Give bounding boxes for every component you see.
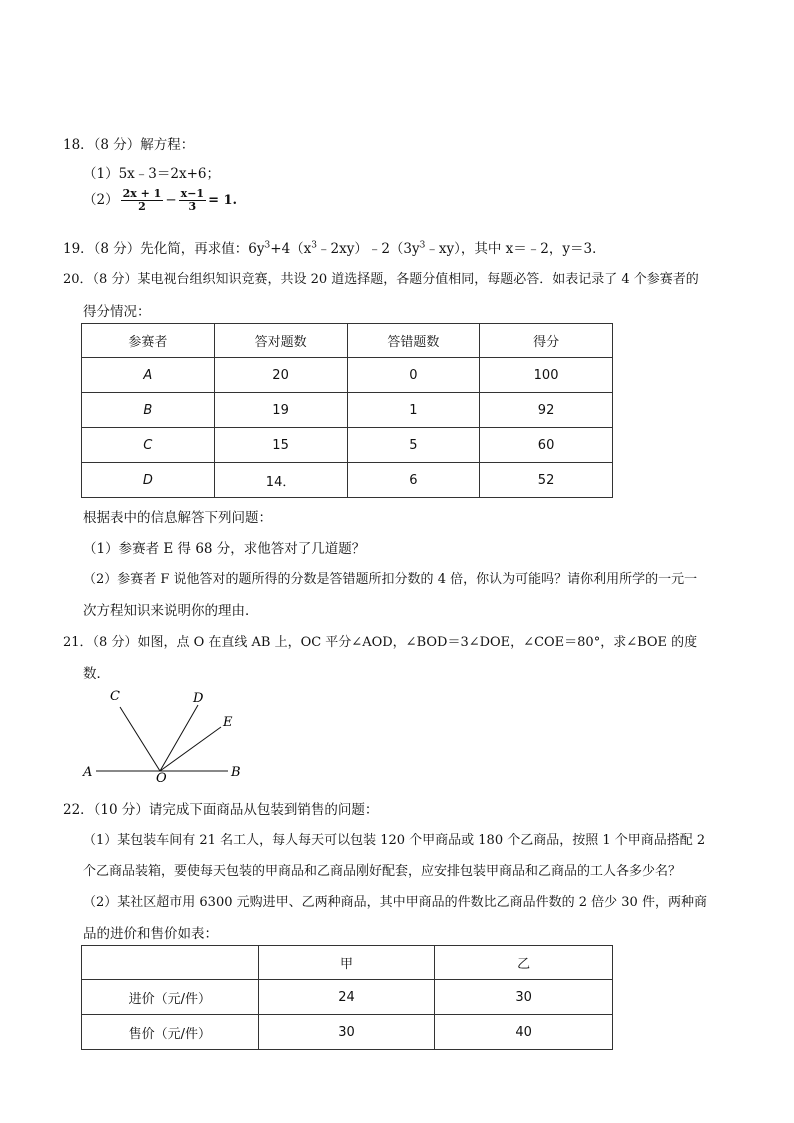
table-cell: 52: [480, 463, 613, 498]
q18-heading: 18．（8 分）解方程：: [63, 137, 195, 153]
q22-price-table: [81, 945, 613, 1050]
table-header-cell: 答错题数: [347, 324, 480, 358]
q19-exp-2: 3: [311, 240, 318, 251]
table-cell: 15: [214, 428, 347, 463]
table-row: [82, 980, 613, 1015]
table-cell: 14．: [214, 463, 347, 498]
q18-part1: （1）5x﹣3＝2x+6；: [83, 166, 220, 182]
table-cell: 100: [480, 358, 613, 393]
table-row: [82, 393, 613, 428]
q21-line-2: 数．: [83, 666, 110, 682]
table-header-cell: 乙: [435, 946, 613, 980]
table-cell: 20: [214, 358, 347, 393]
q20-sub-2-cont: 次方程知识来说明你的理由．: [83, 603, 259, 619]
table-header-cell: 甲: [258, 946, 435, 980]
table-header-cell: [82, 946, 259, 980]
table-cell: 1: [347, 393, 480, 428]
table-cell: 5: [347, 428, 480, 463]
table-header-row: [82, 946, 613, 980]
table-cell: 24: [258, 980, 435, 1015]
q19-seg-g: ﹣xy），其中 x＝﹣2，y＝3．: [425, 241, 606, 257]
q18-fraction-1-numerator: 2x + 1: [122, 187, 162, 200]
q19-exp-3: 3: [419, 240, 426, 251]
q22-sub-1b: 个乙商品装箱，要使每天包装的甲商品和乙商品刚好配套，应安排包装甲商品和乙商品的工人各多少名？: [83, 864, 682, 879]
label-a: A: [83, 765, 93, 780]
label-b: B: [231, 765, 241, 780]
q18-fraction-2-numerator: x−1: [180, 187, 205, 200]
q19-exp-1: 3: [264, 240, 271, 251]
q19-seg-e: ﹣2xy）﹣2（3y: [317, 241, 420, 257]
ray-oc: [120, 707, 160, 771]
table-row: [82, 358, 613, 393]
table-cell: 60: [480, 428, 613, 463]
q21-angle-figure: [78, 682, 253, 787]
table-header-cell: 参赛者: [82, 324, 215, 358]
q18-part2-suffix: = 1.: [208, 193, 238, 208]
table-row: [82, 428, 613, 463]
table-cell: 售价（元/件）: [82, 1015, 259, 1050]
table-header-cell: 得分: [480, 324, 613, 358]
q22-sub-2a: （2）某社区超市用 6300 元购进甲、乙两种商品，其中甲商品的件数比乙商品件数的 2 倍少 30 件，两种商: [83, 895, 707, 910]
table-header-row: [82, 324, 613, 358]
table-cell: C: [82, 428, 215, 463]
table-cell: 92: [480, 393, 613, 428]
q22-sub-1a: （1）某包装车间有 21 名工人，每人每天可以包装 120 个甲商品或 180 个乙商品，按照 1 个甲商品搭配 2: [83, 833, 706, 848]
q20-sub-2: （2）参赛者 F 说他答对的题所得的分数是答错题所扣分数的 4 倍，你认为可能吗？请你利用所学的一元一: [83, 572, 698, 587]
table-cell: 0: [347, 358, 480, 393]
q18-fraction-1-denominator: 2: [138, 200, 146, 213]
q21-line-1: 21．（8 分）如图，点 O 在直线 AB 上，OC 平分∠AOD，∠BOD＝3∠DOE，∠COE＝80°，求∠BOE 的度: [63, 635, 698, 650]
table-cell: 30: [435, 980, 613, 1015]
table-header-cell: 答对题数: [214, 324, 347, 358]
q18-part2: （2） $\frac{2x + 1}{2}$ − $\frac{x-1}{3}$ = 1.: [83, 187, 238, 213]
ray-oe: [160, 727, 221, 771]
table-row: [82, 1015, 613, 1050]
q20-sub-1: （1）参赛者 E 得 68 分，求他答对了几道题？: [83, 541, 366, 557]
table-cell: A: [82, 358, 215, 393]
q22-heading: 22．（10 分）请完成下面商品从包装到销售的问题：: [63, 802, 379, 818]
q18-fraction-1: [121, 188, 164, 213]
q18-fraction-2-denominator: 3: [188, 200, 197, 213]
table-row: [82, 463, 613, 498]
q20-score-table: [81, 323, 613, 498]
q18-part2-prefix: （2）: [83, 192, 119, 208]
q20-line-1: 20．（8 分）某电视台组织知识竞赛，共设 20 道选择题，各题分值相同，每题必答．如表记录了 4 个参赛者的: [63, 272, 699, 287]
q19-text: [63, 237, 606, 257]
label-e: E: [223, 715, 233, 730]
label-d: D: [193, 691, 204, 706]
q22-sub-2b: 品的进价和售价如表：: [83, 926, 218, 942]
q20-line-2: 得分情况：: [83, 304, 151, 320]
label-o: O: [156, 771, 167, 786]
table-cell: 6: [347, 463, 480, 498]
q19-seg-a: 19．（8 分）先化简，再求值：6y: [63, 241, 265, 257]
ray-od: [160, 705, 198, 771]
q18-fraction-2: [179, 188, 206, 213]
q20-after-table: 根据表中的信息解答下列问题：: [83, 510, 272, 526]
table-cell: 进价（元/件）: [82, 980, 259, 1015]
table-cell: 40: [435, 1015, 613, 1050]
q19-seg-c: +4（x: [270, 241, 312, 257]
label-c: C: [110, 689, 120, 704]
table-cell: 19: [214, 393, 347, 428]
table-cell: D: [82, 463, 215, 498]
table-cell: B: [82, 393, 215, 428]
table-cell: 30: [258, 1015, 435, 1050]
